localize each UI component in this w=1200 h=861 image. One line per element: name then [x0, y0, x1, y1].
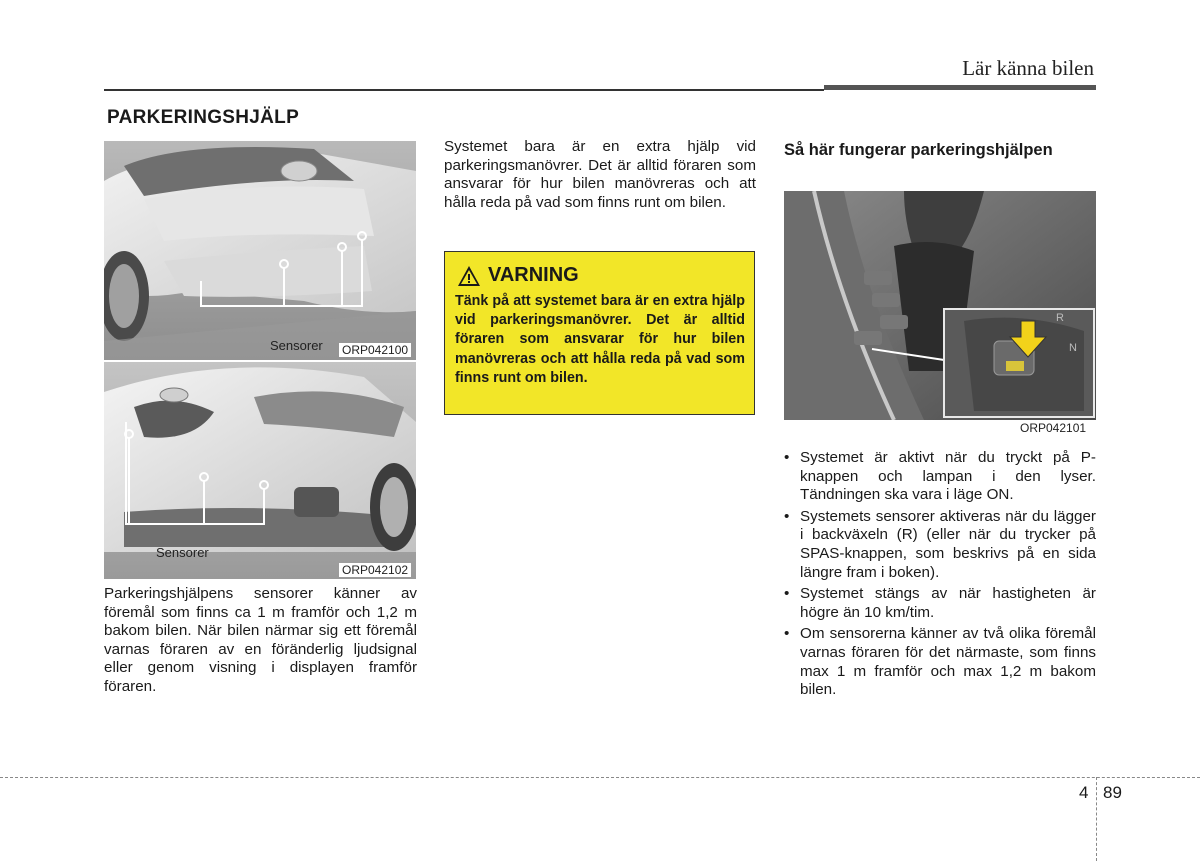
how-it-works-list: [784, 449, 1096, 703]
front-car-image: [104, 362, 416, 579]
gear-shifter-image: [784, 191, 1096, 420]
list-item-text: Systemet är aktivt när du tryckt på P-knappen och lampan i den lyser. Tändningen ska vara i läge ON.: [800, 449, 1096, 504]
footer-divider: [0, 777, 1200, 778]
svg-text:R: R: [1056, 312, 1064, 324]
bullet-marker: •: [784, 585, 790, 603]
warning-box: [444, 251, 755, 415]
warning-header: [457, 264, 579, 287]
warning-triangle-icon: [457, 265, 481, 287]
list-item: [784, 625, 1096, 699]
warning-text: Tänk på att systemet bara är en extra hjälp vid parkeringsmanövrer. Det är alltid föraren som ansvarar för hur bilen manövreras och att hålla reda på vad som finns runt om bilen.: [455, 293, 745, 386]
bullet-marker: •: [784, 449, 790, 466]
bullet-marker: •: [784, 625, 790, 643]
list-item-text: Om sensorerna känner av två olika föremål varnas föraren för det närmaste, som finns max 1 m framför och max 1,2 m bakom bilen.: [800, 625, 1096, 699]
rear-sensor-label: Sensorer: [270, 338, 323, 353]
how-it-works-heading: Så här fungerar parkeringshjälpen: [784, 141, 1053, 159]
section-heading: PARKERINGSHJÄLP: [107, 107, 300, 128]
page-number: 89: [1103, 783, 1122, 802]
header-rule-accent: [824, 85, 1096, 90]
rear-car-image: [104, 141, 416, 360]
warning-title: VARNING: [488, 264, 579, 286]
bullet-marker: •: [784, 507, 790, 525]
front-sensor-label: Sensorer: [156, 545, 209, 560]
list-item-text: Systemets sensorer aktiveras när du lägger i backväxeln (R) (eller när du trycker på SPAS-knappen, som beskrivs på en sida längre fram i boken).: [800, 507, 1096, 581]
list-item: [784, 508, 1096, 582]
system-paragraph: Systemet bara är en extra hjälp vid parkeringsmanövrer. Det är alltid föraren som ansvarar för hur bilen manövreras och att hålla reda på vad som finns runt om bilen.: [444, 138, 756, 211]
intro-paragraph: Parkeringshjälpens sensorer känner av föremål som finns ca 1 m framför och 1,2 m bakom bilen. När bilen närmar sig ett föremål varnas föraren av en föränderlig ljudsignal eller genom visning i displayen framför föraren.: [104, 585, 417, 695]
front-figure-code: ORP042102: [339, 563, 411, 577]
rear-figure-code: ORP042100: [339, 343, 411, 357]
header-rule: [104, 89, 824, 91]
list-item: [784, 585, 1096, 622]
footer-vertical-divider: [1096, 777, 1097, 861]
chapter-number: 4: [1079, 783, 1089, 802]
list-item: [784, 449, 1096, 505]
shifter-figure-code: ORP042101: [1017, 421, 1089, 435]
list-item-text: Systemet stängs av när hastigheten är högre än 10 km/tim.: [800, 585, 1096, 621]
chapter-title: Lär känna bilen: [962, 56, 1094, 80]
svg-text:N: N: [1069, 342, 1077, 354]
